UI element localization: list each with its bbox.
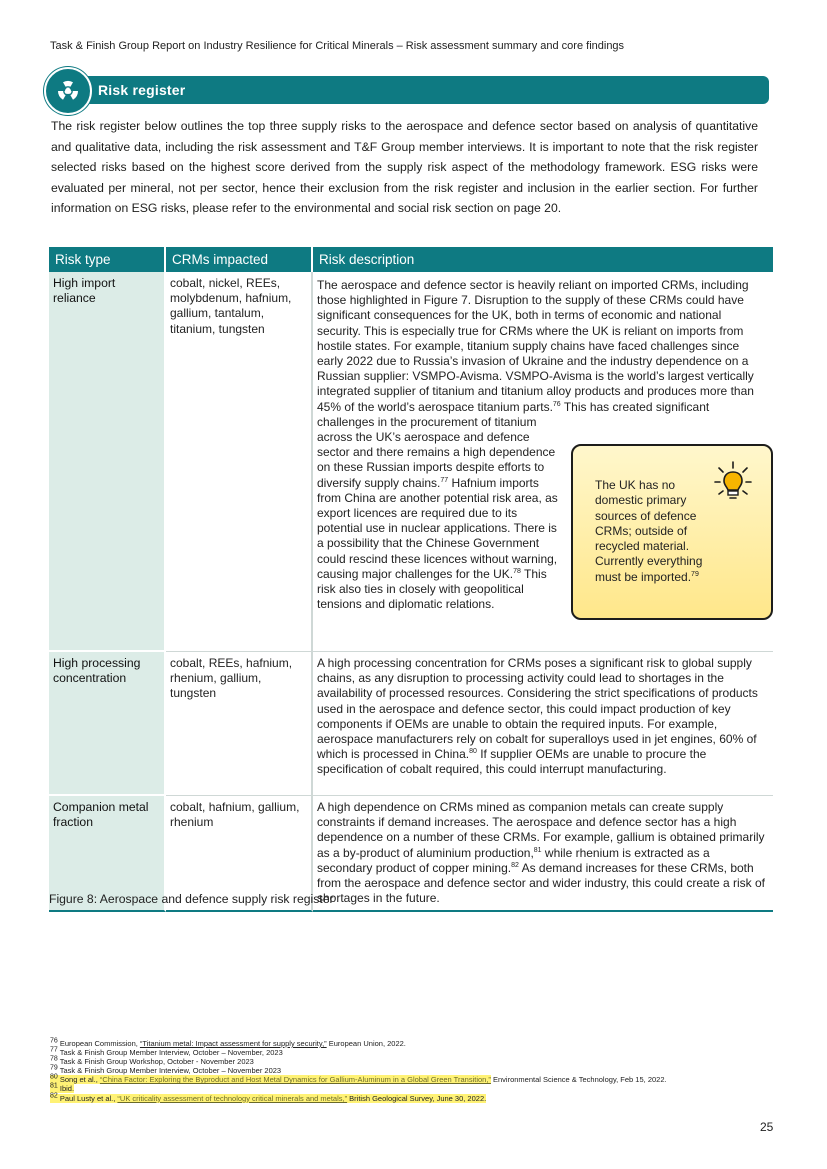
description-text: A high dependence on CRMs mined as companion metals can create supply constraints if demand increases. The aerospace and defence sector has a high dependence on a number of these CRMs. For example, gallium is obtained primarily as a by-product of aluminium production, [317,800,765,860]
footnotes [50,1039,667,1103]
footnote-ref: 82 [511,861,519,869]
description-text: while rhenium is extracted as a secondary product of copper mining. [317,845,710,875]
risk-description-cell [313,652,773,796]
risk-description-cell [313,796,773,912]
section-title: Risk register [98,82,186,98]
callout-box [571,444,773,620]
figure-caption: Figure 8: Aerospace and defence supply risk register [49,892,334,906]
description-text: The aerospace and defence sector is heavily reliant on imported CRMs, including those highlighted in Figure 7. Disruption to the supply of these CRMs could have significant consequences for the UK, both in terms of economic and national security. This is especially true for CRMs where the UK is reliant on imports from hostile states. For example, titanium supply chains have faced challenges since early 2022 due to Russia’s invasion of Ukraine and the industry dependence on a Russian supplier: VSMPO-Avisma. VSMPO-Avisma is the world’s largest vertically integrated supplier of titanium and titanium alloy products and produces more than 45% of the world’s aerospace titanium parts. [317,278,754,414]
callout-text: The UK has no domestic primary sources of defence CRMs; outside of recycled material. Currently everything must be imported.$^{79}$ [595,478,703,584]
description-wrapped-text: across the UK’s aerospace and defence sector and there remains a high dependence on these Russian imports despite efforts to diversify supply chains.$^{77}$ Hafnium imports from China are another potential risk area, as export licences are required due to its potential use in nuclear applications. There is a possibility that the Chinese Government could rescind these licences without warning, causing major challenges for the UK.$^{78}$ This risk also ties in closely with geopolitical tensions and diplomatic relations. [317,430,558,612]
footnote: $^{82}$ Paul Lusty et al., “UK criticality assessment of technology critical minerals and metals,” British Geological Survey, June 30, 2022. [50,1092,487,1103]
header-crms-impacted: CRMs impacted [166,247,313,272]
radiation-hazard-icon [44,67,92,115]
intro-paragraph: The risk register below outlines the top three supply risks to the aerospace and defence sector based on analysis of quantitative and qualitative data, including the risk assessment and T&F Group member interviews. It is important to note that the risk register selected risks based on the highest score derived from the supply risk aspect of the methodology framework. ESG risks were evaluated per mineral, not per sector, hence their exclusion from the risk register and inclusion in the earlier section. For further information on ESG risks, please refer to the environmental and social risk section on page 20. [51,119,758,215]
page-number: 25 [760,1120,774,1134]
description-text: If supplier OEMs are unable to procure the specification of cobalt required, this could interrupt manufacturing. [317,747,707,777]
footnote-ref: 77 [440,476,449,484]
description-text: A high processing concentration for CRMs poses a significant risk to global supply chains, as any disruption to processing activity could lead to shortages in the availability of processed resources. Considering the strict specifications of products used in the aerospace and defence sector, this could impact production of key components if OEMs are unable to obtain the required inputs. For example, aerospace manufacturers rely on cobalt for superalloys used in jet engines, 60% of which is processed in China. [317,656,758,762]
header-risk-description: Risk description [313,247,773,272]
footnote: $^{81}$ Ibid. [50,1082,75,1094]
running-header: Task & Finish Group Report on Industry Resilience for Critical Minerals – Risk assessment summary and core findings [50,40,625,52]
footnote: $^{78}$ Task & Finish Group Workshop, October - November 2023 [50,1055,254,1067]
footnote-link[interactable]: “China Factor: Exploring the Byproduct and Host Metal Dynamics for Gallium-Aluminum in a Global Green Transition,” [99,1075,491,1085]
description-text: This has created significant challenges in the procurement of titanium [317,399,710,429]
footnote-ref: 81 [533,846,542,854]
lightbulb-icon [713,460,753,509]
footnote-ref: 76 [552,400,561,408]
footnote-ref: 79 [691,570,699,578]
footnote: $^{76}$ European Commission, “Titanium metal: Impact assessment for supply security,” European Union, 2022. [50,1037,406,1048]
crms-cell: cobalt, hafnium, gallium, rhenium [166,796,313,912]
table-header-row [49,247,773,272]
footnote: $^{80}$ Song et al., “China Factor: Exploring the Byproduct and Host Metal Dynamics for Gallium-Aluminum in a Global Green Transition,” Environmental Science & Technology, Feb 15, 2022. [50,1073,667,1085]
footnote: $^{79}$ Task & Finish Group Member Interview, October – November 2023 [50,1064,282,1076]
description-text: As demand increases for these CRMs, both from the aerospace and defence sector and wider industry, this could create a risk of shortages in the future. [317,860,766,906]
footnote-link[interactable]: “UK criticality assessment of technology critical minerals and metals,” [117,1093,348,1103]
table-row [49,652,773,796]
footnote-ref: 80 [469,748,477,756]
risk-type-cell: Companion metal fraction [49,796,166,912]
risk-type-cell: High processing concentration [49,652,166,796]
crms-cell: cobalt, nickel, REEs, molybdenum, hafnium, gallium, tantalum, titanium, tungsten [166,272,313,652]
header-risk-type: Risk type [49,247,166,272]
footnote-link[interactable]: “Titanium metal: Impact assessment for supply security,” [139,1039,327,1048]
risk-type-cell: High import reliance [49,272,166,652]
footnote-ref: 78 [513,567,521,575]
footnote: $^{77}$ Task & Finish Group Member Interview, October – November, 2023 [50,1046,283,1058]
crms-cell: cobalt, REEs, hafnium, rhenium, gallium, tungsten [166,652,313,796]
